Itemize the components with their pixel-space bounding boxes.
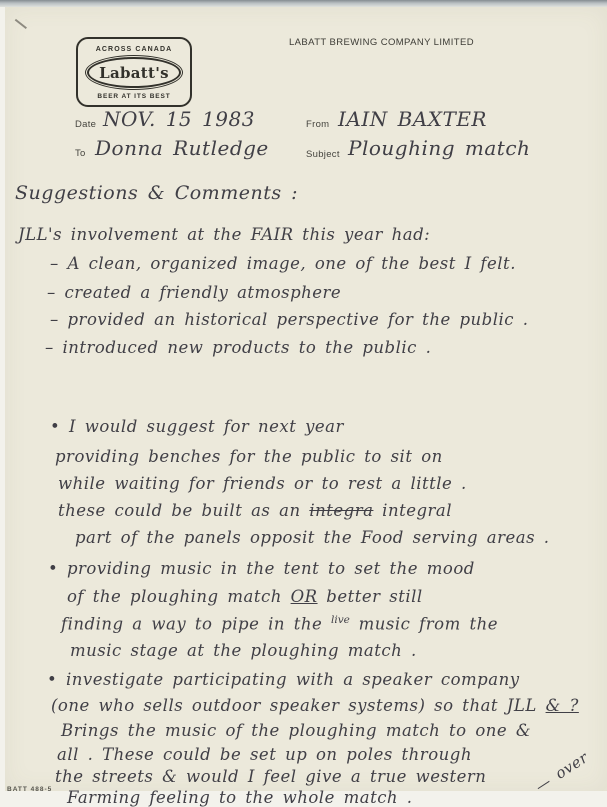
handwritten-line: [61, 614, 498, 634]
handwritten-line: the streets & would I feel give a true western: [55, 767, 487, 786]
underlined-word: & ?: [545, 696, 579, 715]
from-value: IAIN BAXTER: [338, 107, 487, 131]
labatts-logo: [76, 37, 192, 107]
handwritten-line: providing benches for the public to sit on: [55, 447, 443, 466]
line-segment: better still: [317, 587, 423, 606]
logo-top-text: ACROSS CANADA: [95, 46, 173, 53]
line-segment: finding a way to pipe in the: [61, 614, 332, 634]
section-heading: Suggestions & Comments :: [15, 182, 299, 204]
over-mark: — over: [531, 748, 592, 796]
handwritten-line: • I would suggest for next year: [50, 417, 344, 436]
inserted-word: live: [331, 614, 350, 626]
handwritten-line: • providing music in the tent to set the mood: [48, 559, 475, 578]
dash-item: – introduced new products to the public .: [45, 338, 432, 357]
handwritten-line: Farming feeling to the whole match .: [67, 788, 413, 807]
line-segment: (one who sells outdoor speaker systems) so that JLL: [51, 696, 546, 715]
handwritten-line: Brings the music of the ploughing match to one &: [61, 721, 532, 740]
to-label: To: [75, 148, 86, 159]
subject-value: Ploughing match: [348, 136, 531, 160]
dash-item: – created a friendly atmosphere: [47, 283, 342, 302]
handwritten-line: all . These could be set up on poles through: [57, 745, 472, 764]
date-label: Date: [75, 119, 97, 130]
intro-line: JLL's involvement at the FAIR this year had:: [18, 225, 431, 244]
dash-item: – provided an historical perspective for the public .: [50, 310, 529, 329]
line-segment: of the ploughing match: [67, 587, 291, 606]
logo-brand-name: Labatt's: [99, 63, 169, 82]
handwritten-line: [51, 696, 579, 715]
handwritten-line: [67, 587, 423, 606]
to-value: Donna Rutledge: [95, 136, 269, 160]
handwritten-line: part of the panels opposit the Food serving areas .: [75, 528, 550, 547]
underlined-word: OR: [290, 587, 318, 606]
logo-bottom-text: BEER AT ITS BEST: [97, 93, 171, 100]
date-value: NOV. 15 1983: [103, 107, 255, 131]
dash-item: – A clean, organized image, one of the best I felt.: [50, 254, 516, 273]
subject-label: Subject: [306, 149, 340, 160]
handwritten-line: [58, 501, 452, 520]
paper-crease: [15, 19, 27, 29]
company-name: LABATT BREWING COMPANY LIMITED: [289, 37, 474, 48]
handwritten-line: • investigate participating with a speaker company: [47, 670, 520, 689]
line-segment: music from the: [349, 614, 498, 634]
memo-paper: [5, 7, 607, 807]
handwritten-line: while waiting for friends or to rest a little .: [58, 474, 467, 493]
scanner-edge: [0, 0, 607, 7]
form-number: BATT 488-5: [7, 786, 53, 793]
logo-oval: [87, 57, 181, 88]
from-label: From: [306, 119, 330, 130]
handwritten-line: music stage at the ploughing match .: [70, 641, 417, 660]
line-segment: integral: [373, 501, 453, 520]
line-segment: these could be built as an: [58, 501, 310, 520]
struck-word: integra: [309, 501, 374, 520]
